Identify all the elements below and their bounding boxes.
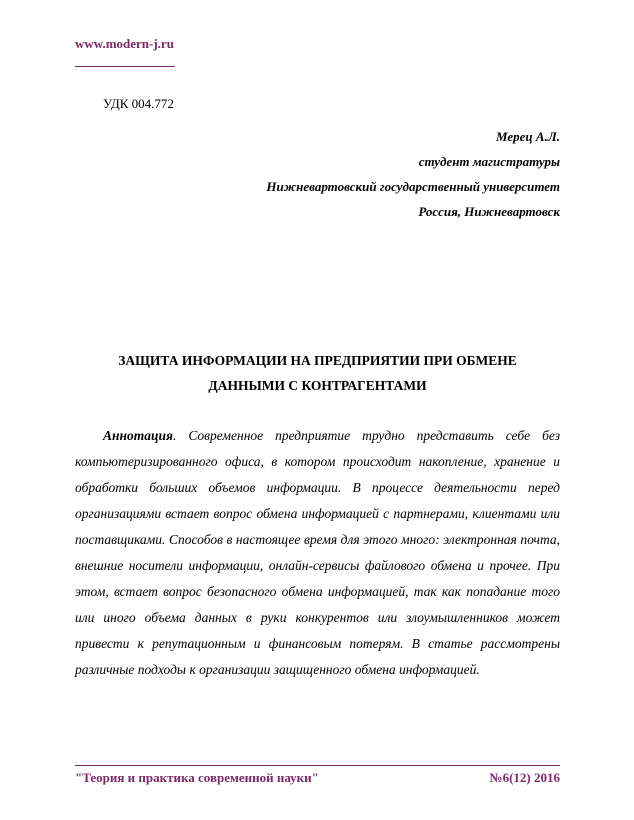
author-university: Нижневартовский государственный университет <box>266 179 560 194</box>
author-position: студент магистратуры <box>418 154 560 169</box>
article-title <box>75 348 560 398</box>
site-link[interactable]: www.modern-j.ru <box>75 36 174 51</box>
footer-issue-number: №6(12) 2016 <box>489 770 560 785</box>
footer-journal-name: "Теория и практика современной науки" <box>75 770 319 785</box>
udk-code: УДК 004.772 <box>103 96 174 111</box>
author-location: Россия, Нижневартовск <box>418 204 560 219</box>
abstract <box>75 423 560 683</box>
abstract-label: Аннотация <box>103 428 173 443</box>
title-line-1: ЗАЩИТА ИНФОРМАЦИИ НА ПРЕДПРИЯТИИ ПРИ ОБМЕНЕ <box>118 353 517 368</box>
author-name: Мерец А.Л. <box>496 129 560 144</box>
title-line-2: ДАННЫМИ С КОНТРАГЕНТАМИ <box>208 378 427 393</box>
footer-divider <box>75 765 560 766</box>
header-divider <box>75 66 175 67</box>
author-block <box>266 124 560 224</box>
abstract-text: . Современное предприятие трудно представить себе без компьютеризированного офиса, в котором происходит накопление, хранение и обработки больших объемов информации. В процессе деятельности перед организациями встает вопрос обмена информацией с партнерами, клиентами или поставщиками. Способов в настоящее время для этого много: электронная почта, внешние носители информации, онлайн-сервисы файлового обмена и прочее. При этом, встает вопрос безопасного обмена информацией, так как попадание того или иного объема данных в руки конкурентов или злоумышленников может привести к репутационным и финансовым потерям. В статье рассмотрены различные подходы к организации защищенного обмена информацией. <box>75 428 560 677</box>
